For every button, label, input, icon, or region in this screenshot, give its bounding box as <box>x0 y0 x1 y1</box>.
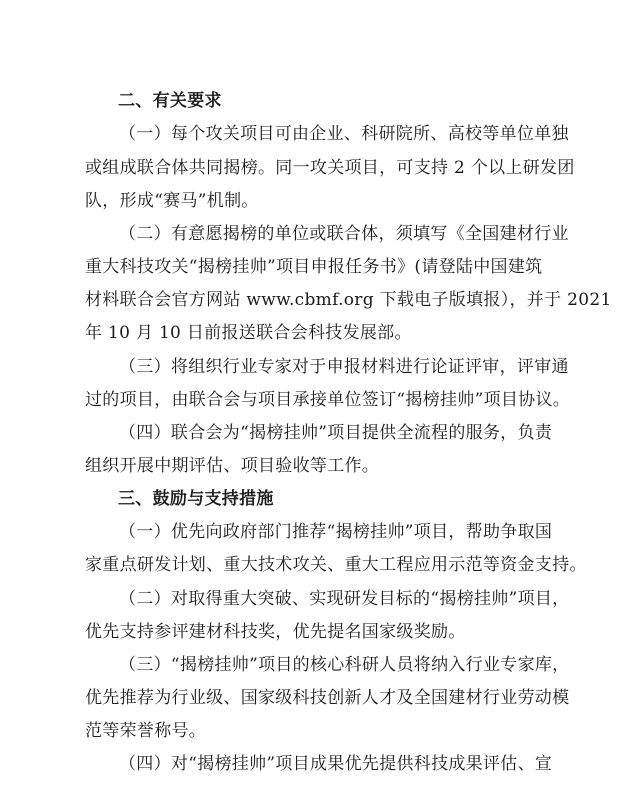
paragraph-line: 范等荣誉称号。 <box>85 721 207 741</box>
paragraph-line: 组织开展中期评估、项目验收等工作。 <box>85 456 380 476</box>
paragraph-line: 或组成联合体共同揭榜。同一攻关项目，可支持 2 个以上研发团 <box>85 158 575 178</box>
paragraph-line: 优先推荐为行业级、国家级科技创新人才及全国建材行业劳动模 <box>85 688 570 708</box>
section-3-heading: 三、鼓励与支持措施 <box>118 489 274 509</box>
paragraph-line: （二）对取得重大突破、实现研发目标的“揭榜挂帅”项目， <box>119 589 570 609</box>
paragraph-line: 队，形成“赛马”机制。 <box>85 191 259 211</box>
paragraph-line: 家重点研发计划、重大技术攻关、重大工程应用示范等资金支持。 <box>85 555 587 575</box>
paragraph-line: 材料联合会官方网站 www.cbmf.org 下载电子版填报），并于 2021 <box>85 290 612 310</box>
paragraph-line: 年 10 月 10 日前报送联合会科技发展部。 <box>85 323 412 343</box>
section-2-heading: 二、有关要求 <box>118 91 222 111</box>
paragraph-line: （三）将组织行业专家对于申报材料进行论证评审，评审通 <box>119 357 569 377</box>
paragraph-line: 优先支持参评建材科技奖，优先提名国家级奖励。 <box>85 622 466 642</box>
paragraph-line: （三）“揭榜挂帅”项目的核心科研人员将纳入行业专家库， <box>119 655 570 675</box>
paragraph-line: （一）每个攻关项目可由企业、科研院所、高校等单位单独 <box>119 124 569 144</box>
paragraph-line: （四）对“揭榜挂帅”项目成果优先提供科技成果评估、宣 <box>119 754 553 774</box>
paragraph-line: （二）有意愿揭榜的单位或联合体，须填写《全国建材行业 <box>119 224 569 244</box>
paragraph-line: （一）优先向政府部门推荐“揭榜挂帅”项目，帮助争取国 <box>119 522 553 542</box>
paragraph-line: （四）联合会为“揭榜挂帅”项目提供全流程的服务，负责 <box>119 423 553 443</box>
paragraph-line: 重大科技攻关“揭榜挂帅”项目申报任务书》(请登陆中国建筑 <box>85 257 543 277</box>
paragraph-line: 过的项目，由联合会与项目承接单位签订“揭榜挂帅”项目协议。 <box>85 390 571 410</box>
